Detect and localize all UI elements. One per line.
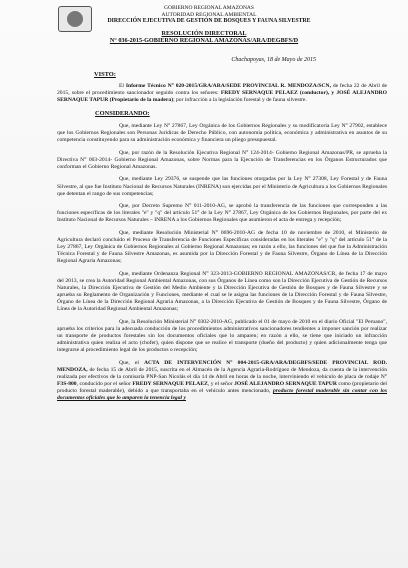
paragraph-5: Que, por Decreto Supremo N° 011-2010-AG, se aprobó la transferencia de las funciones que corresponden a las funciones específicas de los literales "e" y "q" del artículo 51° de la Ley N° 27867, Ley Orgánica de los Gobiernos Regionales, por parte del ex Instituto Nacional de Recursos Naturales – INRENA a los Gobiernos Regionales que asumieron el acta de entrega y recepción;: [57, 203, 387, 224]
header-line-2: AUTORIDAD REGIONAL AMBIENTAL: [161, 11, 257, 18]
document-header: [94, 5, 324, 25]
document-date: Chachapoyas, 18 de Mayo de 2015: [231, 57, 316, 63]
regional-seal-logo: [58, 6, 92, 32]
visto-label: VISTO:: [94, 71, 116, 78]
paragraph-8: Que, la Resolución Ministerial N° 0302-2010-AG, publicado el 01 de mayo de 2010 en el diario Oficial "El Peruano", aprueba los criterios para la adecuada conducción de los procedimientos administrativos sancionadores tendientes a imponer sanción por realizar un transporte de productos forestales sin los documentos oficiales que lo amparen; en razón a ello, se tiene que iniciado un infracción administrativa quien realiza el acto (chofer), quien dispone que se realice el transporte (dueño del producto) y quien adicionalmente tenga que integrarse al procedimiento legal de los productos o recepción;: [57, 319, 387, 354]
document-body: [57, 83, 387, 408]
resolution-number: N° 036-2015-GOBIERNO REGIONAL AMAZONAS/ARA/DEGBFS/D: [109, 37, 299, 44]
header-line-1: GOBIERNO REGIONAL AMAZONAS: [164, 5, 254, 11]
resolution-title: RESOLUCIÓN DIRECTORAL: [161, 30, 247, 37]
paragraph-3: Que, por razón de la Resolución Ejecutiva Regional N° 124-2014- Gobierno Regional Amazonas/PR, se aprueba la Directiva N° 003-2014- Gobierno Regional Amazonas, sobre Normas para la Ejecución de Transferencias en los Órganos Estructurados que conforman el Gobierno Regional Amazonas.: [57, 149, 387, 170]
paragraph-6: Que, mediante Resolución Ministerial N° 0696-2010-AG de fecha 10 de noviembre de 2010, el Ministerio de Agricultura declaró concluido el Proceso de Transferencia de Funciones Específicas consideradas en los literales "e" y "q" del artículo 51° de la Ley 27867, Ley Orgánica de Gobiernos Regionales al Gobierno Regional Amazonas; en razón a ello, las funciones del que fue la Administración Técnica Forestal y de Fauna Silvestre Amazonas, es asumida por la Dirección Forestal y de Fauna Silvestre, Órgano de Línea de la Dirección Regional Agraria Amazonas;: [57, 230, 387, 265]
header-line-3: DIRECCIÓN EJECUTIVA DE GESTIÓN DE BOSQUES Y FAUNA SILVESTRE: [107, 18, 311, 24]
paragraph-visto: El Informe Técnico N° 020-2015/GRA/ARA/SEDE PROVINCIAL R. MENDOZA/SCN, de fecha 22 de Abril de 2015, sobre el procedimiento sancionador seguido contra los señores: FREDY SERNAQUE PELAEZ (conductor), y JOSÉ ALEJANDRO SERNAQUE TAPUR (Propietario de la madera); por infracción a la legislación forestal y de fauna silvestre.: [57, 83, 388, 104]
paragraph-4: Que, mediante Ley 29376, se suspende que las funciones otorgadas por la Ley N° 27308, Ley Forestal y de Fauna Silvestre, al que fue Instituto Nacional de Recursos Naturales (INRENA) son ejercidas por el Ministerio de Agricultura a los Gobiernos Regionales que detentan el rango de sus competencias;: [57, 176, 387, 197]
considerando-label: CONSIDERANDO:: [95, 109, 150, 117]
paragraph-9: Que, el ACTA DE INTERVENCIÓN N° 004-2015-GRA/ARA/DEGBFS/SEDE PROVINCIAL ROD. MENDOZA, de fecha 15 de Abril de 2015, suscrita en el Almacén de la Agencia Agraria-Rodríguez de Mendoza, da cuenta de la intervención realizada por efectivos de la comisaría PNP-San Nicolás el día 14 de Abril en horas de la noche, interviniendo el vehículo de placa de rodaje N° F3S-800, conducido por el señor FREDY SERNAQUE PELAEZ, y el señor JOSÉ ALEJANDRO SERNAQUE TAPUR como (propietario del producto forestal maderable), debido a que transportaba en el vehículo antes mencionado, producto forestal maderable sin contar con los documentos oficiales que lo amparen la tenencia legal y: [57, 360, 388, 402]
paragraph-2: Que, mediante Ley N° 27867, Ley Orgánica de los Gobiernos Regionales y su modificatoria Ley N° 27902, establece que los Gobiernos Regionales son Personas Jurídicas de Derecho Público, con autonomía política, económica y administrativa en asuntos de su competencia constituyendo para su administración económica y financiera un pliego presupuestal.: [57, 122, 387, 144]
resolution-heading: [0, 30, 408, 44]
paragraph-7: Que, mediante Ordenanza Regional N° 323-2013-GOBIERNO REGIONAL AMAZONAS/CR, de fecha 17 de mayo del 2013, se crea la Autoridad Regional Ambiental Amazonas, con sus Órganos de Línea como son la Dirección Ejecutiva de Gestión de Recursos Naturales, la Dirección Ejecutiva de Gestión del Medio Ambiente y la Dirección Ejecutiva de Gestión de Bosques y de Fauna Silvestre y se aprueba su Reglamento de Organización y Funciones, mediante el cual se le asigna las funciones de la Dirección Forestal y de Fauna Silvestre, Órgano de Línea de la Dirección Regional Agraria Amazonas, a la Dirección Ejecutiva de Gestión de Bosques y de Fauna Silvestre, Órgano de Línea de la Autoridad Regional Ambiental Amazonas;: [57, 270, 387, 313]
